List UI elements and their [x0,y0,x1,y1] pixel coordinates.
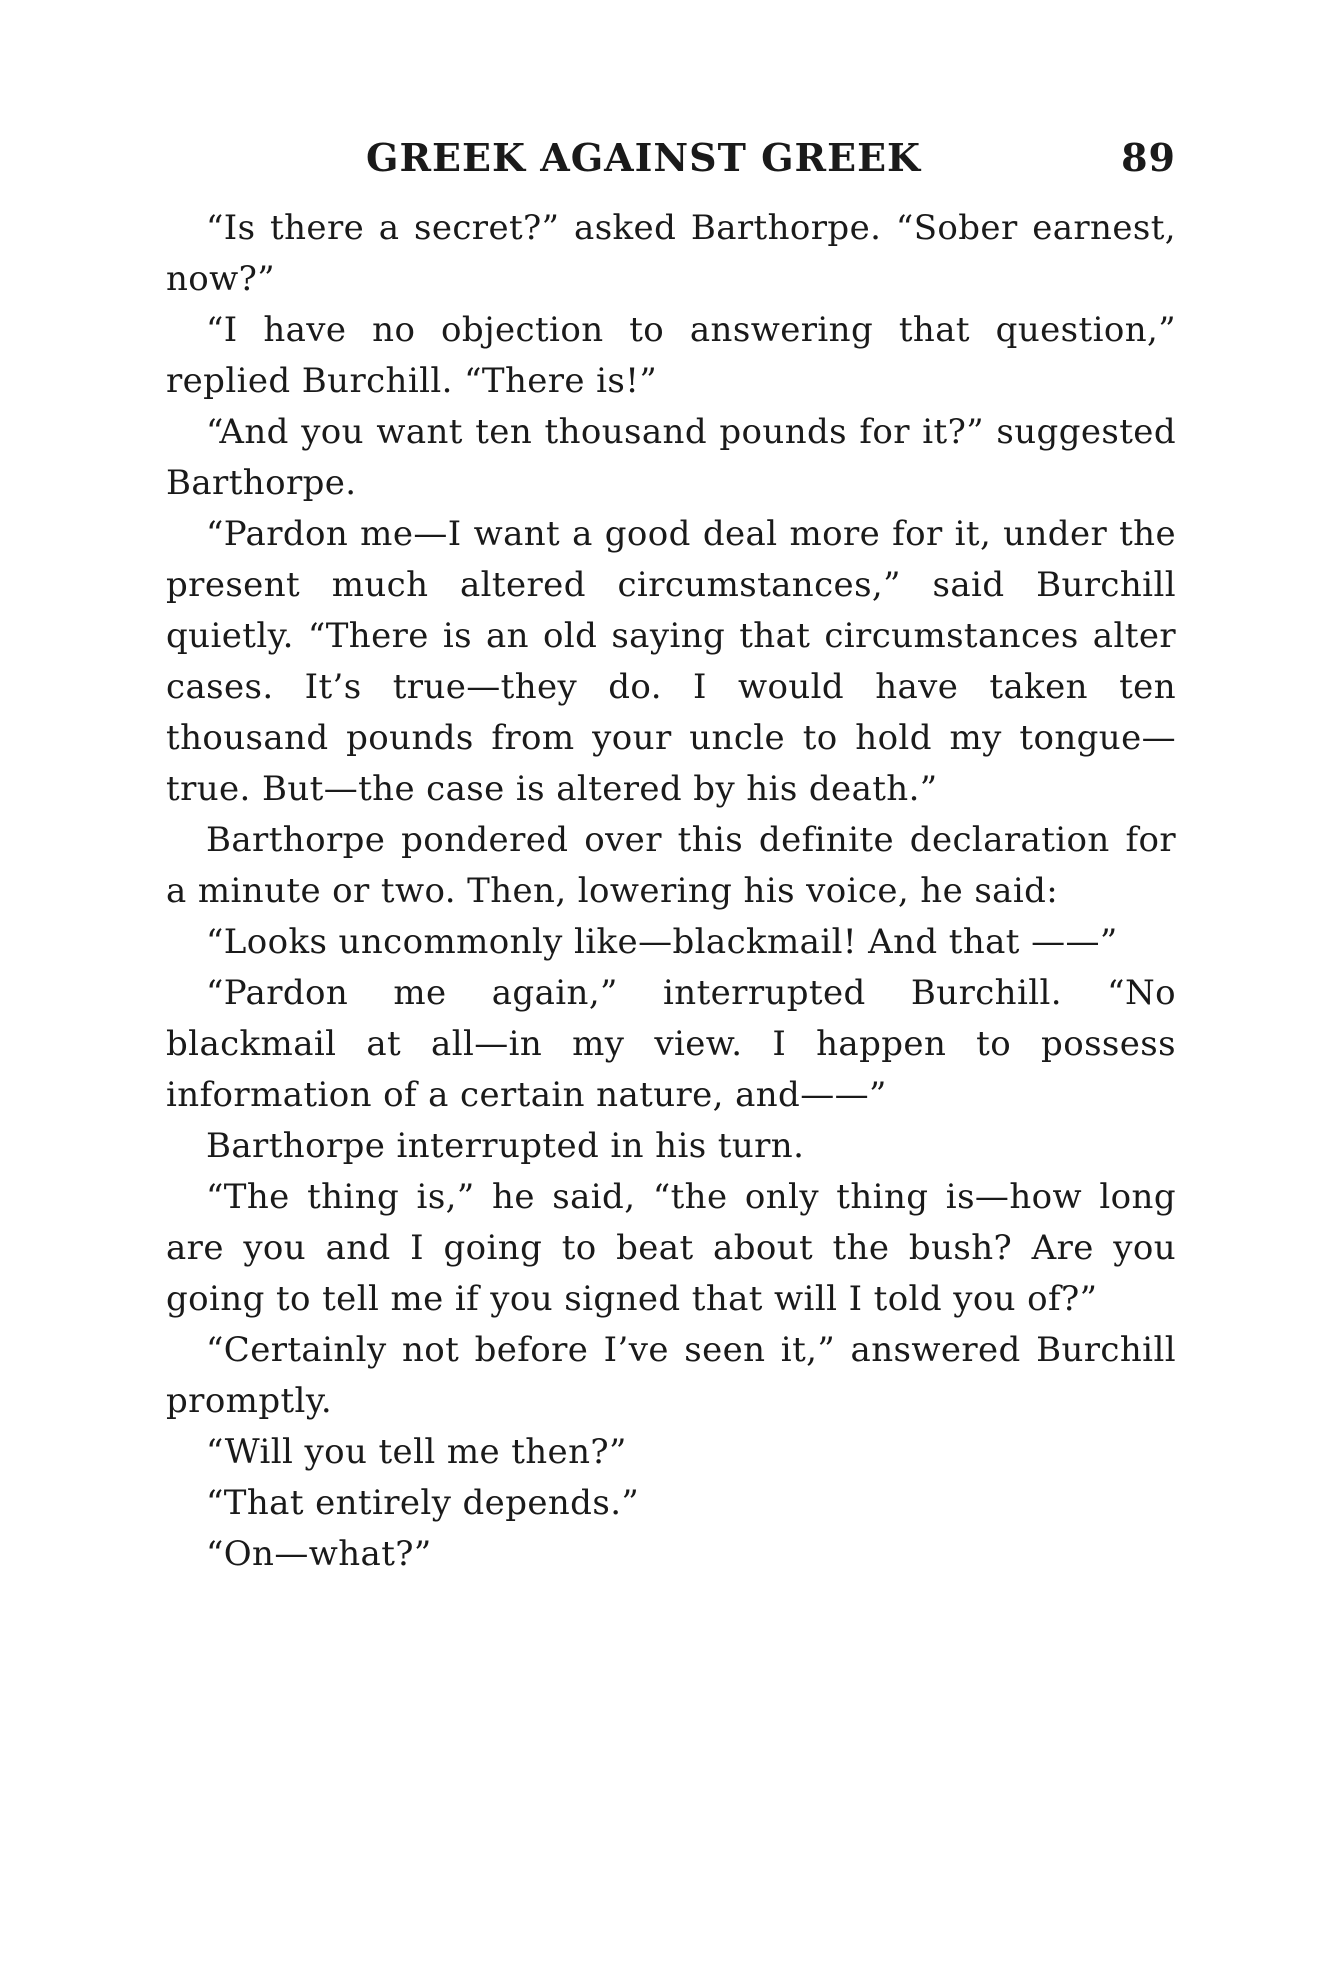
paragraph: “I have no objection to answering that question,” replied Burchill. “There is!” [166,310,1176,401]
paragraph: “Pardon me—I want a good deal more for it, under the present much altered circumstances,” said Burchill quietly. “There is an old saying that circumstances alter cases. It’s true—they do. I would have taken ten thousand pounds from your uncle to hold my tongue—true. But—the case is altered by his death.” [166,514,1176,809]
paragraph: Barthorpe pondered over this definite declaration for a minute or two. Then, lowering his voice, he said: [166,820,1176,911]
paragraph: Barthorpe interrupted in his turn. [206,1126,805,1166]
book-page [166,135,1176,1580]
paragraph: “Will you tell me then?” [206,1432,627,1472]
paragraph: “And you want ten thousand pounds for it?” suggested Barthorpe. [166,412,1176,503]
running-title: GREEK AGAINST GREEK [366,135,922,180]
body-text [166,203,1176,1580]
paragraph: “That entirely depends.” [206,1483,640,1523]
paragraph: “The thing is,” he said, “the only thing is—how long are you and I going to beat about the bush? Are you going to tell me if you signed that will I told you of?” [166,1177,1176,1319]
running-head [166,135,1176,195]
paragraph: “Pardon me again,” interrupted Burchill. “No blackmail at all—in my view. I happen to possess information of a certain nature, and——” [166,973,1176,1115]
page-number: 89 [1121,135,1176,180]
paragraph: “Certainly not before I’ve seen it,” answered Burchill promptly. [166,1330,1176,1421]
paragraph: “On—what?” [206,1534,432,1574]
paragraph: “Looks uncommonly like—blackmail! And that ——” [206,922,1118,962]
paragraph: “Is there a secret?” asked Barthorpe. “Sober earnest, now?” [166,208,1176,299]
